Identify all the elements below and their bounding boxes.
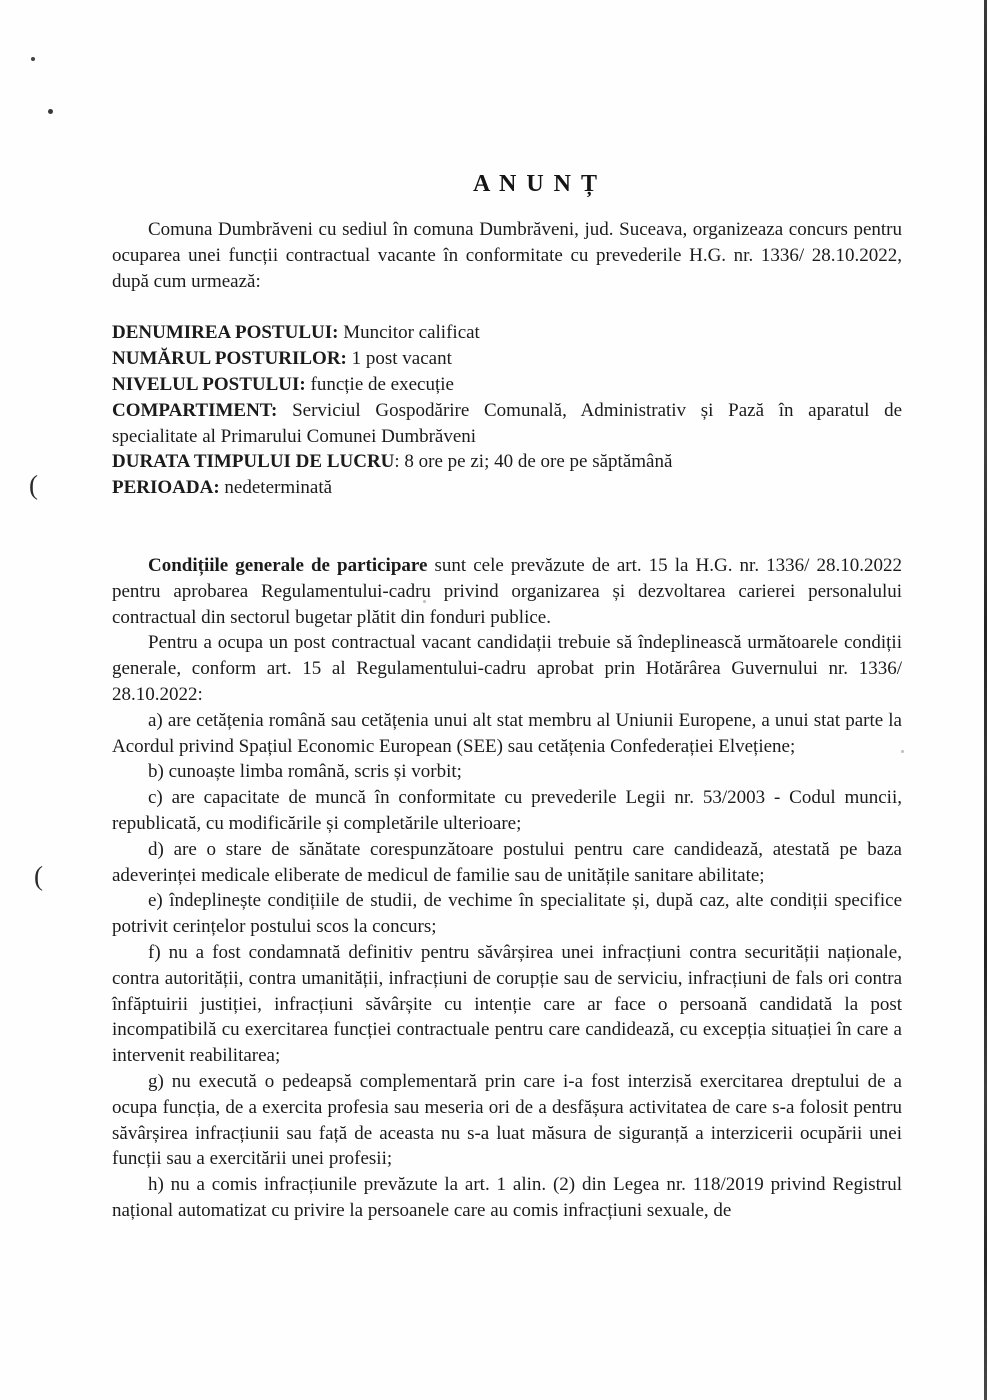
condition-item-c: c) are capacitate de muncă în conformitate cu prevederile Legii nr. 53/2003 - Codul muncii, republicată, cu modificările și completările ulterioare; — [112, 787, 902, 834]
job-detail-label: DENUMIREA POSTULUI: — [112, 322, 339, 344]
job-detail-label: COMPARTIMENT: — [112, 399, 278, 421]
condition-item-h: h) nu a comis infracțiunile prevăzute la art. 1 alin. (2) din Legea nr. 118/2019 privind Registrul național automatizat cu privire la persoanele care au comis infracțiuni sexuale, de — [112, 1174, 902, 1221]
job-detail-row — [112, 449, 902, 475]
job-detail-label: NIVELUL POSTULUI: — [112, 373, 306, 395]
document-content — [112, 170, 902, 1224]
condition-item-f: f) nu a fost condamnată definitiv pentru săvârșirea unei infracțiuni contra securității naționale, contra autorității, contra umanității, infracțiuni de corupție sau de serviciu, infracțiuni de fals ori contra înfăptuirii justiției, infracțiuni săvârșite cu intenție care ar face o persoană candidată la post incompatibilă cu exercitarea funcției contractuale pentru care candidează, cu excepția situației în care a intervenit reabilitarea; — [112, 941, 902, 1067]
job-detail-row — [112, 372, 902, 398]
job-detail-row — [112, 398, 902, 450]
condition-item-a: a) are cetățenia română sau cetățenia unui alt stat membru al Uniunii Europene, a unui stat parte la Acordul privind Spațiul Economic European (SEE) sau cetățenia Confederației Elvețiene; — [112, 709, 902, 757]
job-detail-label: PERIOADA: — [112, 477, 220, 499]
conditions-lead-bold: Condițiile generale de participare — [148, 554, 428, 576]
job-detail-row — [112, 346, 902, 372]
job-detail-label: NUMĂRUL POSTURILOR: — [112, 348, 347, 370]
condition-item-b: b) cunoaște limba română, scris și vorbit; — [148, 761, 462, 783]
condition-item-d: d) are o stare de sănătate corespunzătoare postului pentru care candidează, atestată pe baza adeverinței medicale eliberate de medicul de familie sau de unitățile sanitare abilitate; — [112, 838, 902, 886]
job-detail-label: DURATA TIMPULUI DE LUCRU — [112, 451, 395, 473]
margin-paren-mark: ( — [29, 470, 38, 500]
spacer — [112, 294, 902, 320]
job-detail-value: 1 post vacant — [346, 348, 452, 370]
scan-speck-dot — [31, 57, 35, 61]
job-detail-value: Serviciul Gospodărire Comunală, Administrativ și Pază în aparatul de specialitate al Primarului Comunei Dumbrăveni — [112, 399, 902, 447]
document-title: A N U N Ț — [472, 171, 599, 197]
conditions-lead-rest: sunt cele prevăzute de art. 15 la H.G. nr. 1336/ 28.10.2022 pentru aprobarea Regulamentului-cadru privind organizarea și dezvoltarea carierei personalului contractual din sectorul bugetar plătit din fonduri publice. — [112, 554, 902, 628]
condition-item-g: g) nu execută o pedeapsă complementară prin care i-a fost interzisă exercitarea dreptului de a ocupa funcția, de a exercita profesia sau meseria ori de a desfășura activitatea de care s-a folosit pentru săvârșirea infracțiunii sau față de aceasta nu s-a luat măsura de siguranță a interzicerii ocupării unei funcții sau a exercitării unei profesii; — [112, 1070, 902, 1170]
job-detail-row — [112, 320, 902, 346]
job-detail-row — [112, 475, 902, 501]
scan-speck-dot — [48, 109, 53, 114]
job-detail-value: Muncitor calificat — [338, 322, 480, 344]
intro-paragraph: Comuna Dumbrăveni cu sediul în comuna Dumbrăveni, jud. Suceava, organizeaza concurs pentru ocuparea unei funcții contractual vacante în conformitate cu prevederile H.G. nr. 1336/ 28.10.2022, după cum urmează: — [112, 219, 902, 292]
job-details-block — [112, 320, 902, 501]
job-detail-value: funcție de execuție — [305, 373, 454, 395]
conditions-section — [112, 553, 902, 1224]
conditions-lead-paragraph — [112, 553, 902, 630]
job-detail-value: : 8 ore pe zi; 40 de ore pe săptămână — [394, 451, 673, 473]
conditions-intro-paragraph: Pentru a ocupa un post contractual vacant candidații trebuie să îndeplinească următoarele condiții generale, conform art. 15 al Regulamentului-cadru aprobat prin Hotărârea Guvernului nr. 1336/ 28.10.2022: — [112, 632, 902, 705]
margin-paren-mark: ( — [34, 861, 43, 891]
job-detail-value: nedeterminată — [219, 477, 333, 499]
spacer — [112, 501, 902, 553]
scan-edge-artifact — [984, 0, 987, 1400]
condition-item-e: e) îndeplinește condițiile de studii, de vechime în specialitate și, după caz, alte condiții specifice potrivit cerințelor postului scos la concurs; — [112, 890, 902, 938]
